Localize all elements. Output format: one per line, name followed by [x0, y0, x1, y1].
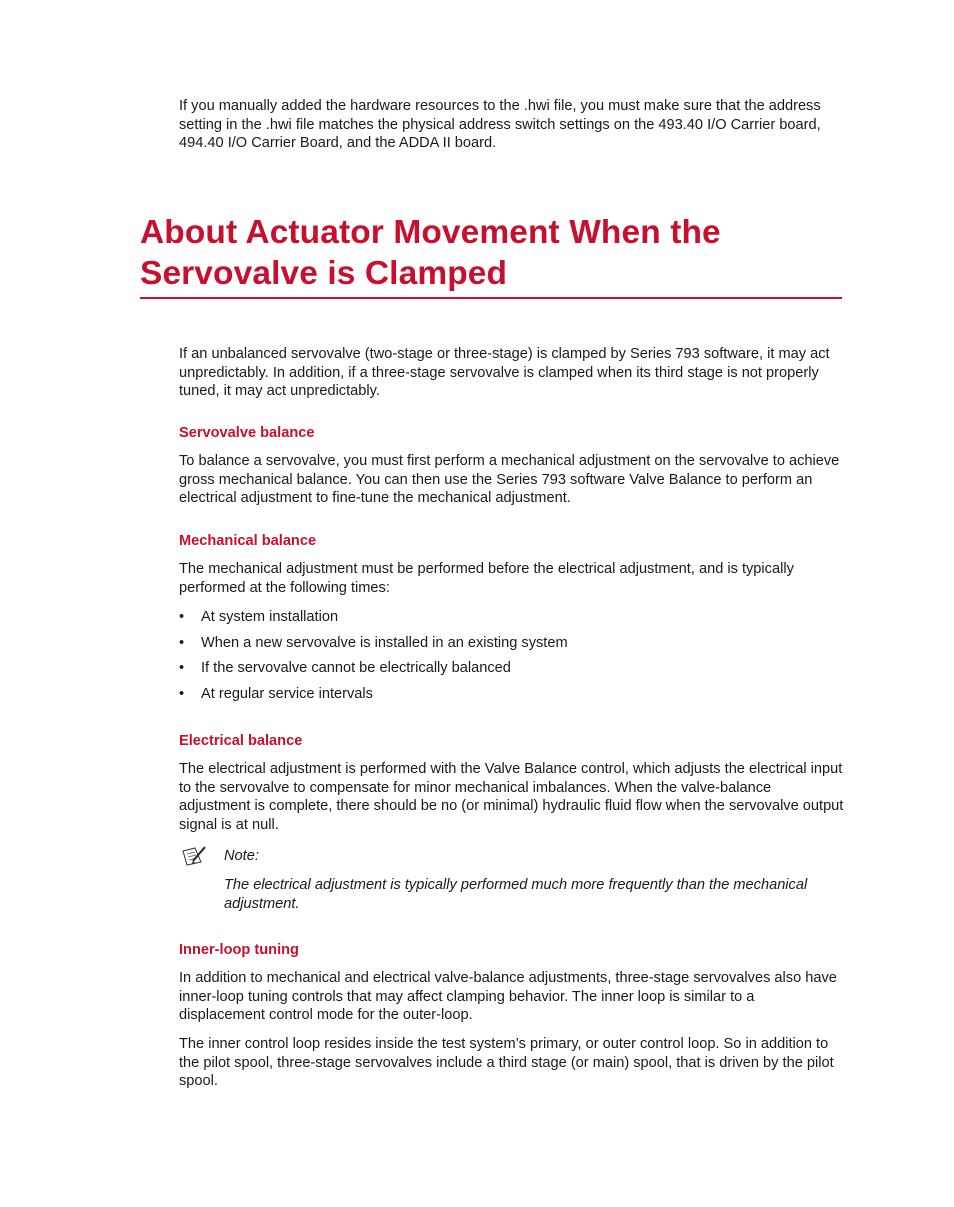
section-title — [140, 212, 842, 294]
section-intro-paragraph: If an unbalanced servovalve (two-stage or three-stage) is clamped by Series 793 software, it may act unpredictably. In addition, if a three-stage servovalve is clamped when its third stage is not properly tuned, it may act unpredictably. — [179, 346, 830, 400]
inner-loop-paragraph-1: In addition to mechanical and electrical valve-balance adjustments, three-stage servovalves also have inner-loop tuning controls that may affect clamping behavior. The inner loop is similar to a displacement control mode for the outer-loop. — [179, 970, 837, 1024]
inner-loop-paragraph-2: The inner control loop resides inside the test system’s primary, or outer control loop. So in addition to the pilot spool, three-stage servovalves include a third stage (or main) spool, that is driven by the pilot spool. — [179, 1036, 834, 1090]
section-title-line2: Servovalve is Clamped — [140, 255, 508, 292]
title-underline — [140, 297, 842, 299]
list-item-text: At regular service intervals — [201, 686, 373, 703]
intro-paragraph: If you manually added the hardware resources to the .hwi file, you must make sure that the address setting in the .hwi file matches the physical address switch settings on the 493.40 I/O Carrier board, 494.40 I/O Carrier Board, and the ADDA II board. — [179, 98, 821, 152]
section-title-line1: About Actuator Movement When the — [140, 214, 721, 251]
mechanical-balance-paragraph: The mechanical adjustment must be performed before the electrical adjustment, and is typically performed at the following times: — [179, 561, 794, 596]
note-pencil-icon — [181, 845, 207, 867]
list-item-text: At system installation — [201, 609, 339, 625]
list-item-text: If the servovalve cannot be electrically balanced — [201, 660, 511, 677]
inner-loop-heading: Inner-loop tuning — [179, 942, 299, 958]
servovalve-balance-heading: Servovalve balance — [179, 425, 315, 441]
electrical-balance-paragraph: The electrical adjustment is performed with the Valve Balance control, which adjusts the electrical input to the servovalve to compensate for minor mechanical imbalances. When the valve-balance adjustment is complete, there should be no (or minimal) hydraulic fluid flow when the servovalve output signal is at null. — [179, 761, 844, 833]
servovalve-balance-paragraph: To balance a servovalve, you must first perform a mechanical adjustment on the servovalve to achieve gross mechanical balance. You can then use the Series 793 software Valve Balance to perform an electrical adjustment to fine-tune the mechanical adjustment. — [179, 453, 840, 507]
list-item — [179, 685, 844, 711]
mechanical-balance-heading: Mechanical balance — [179, 533, 317, 549]
list-item — [179, 659, 844, 685]
note-label: Note: — [224, 848, 259, 864]
list-item — [179, 608, 844, 634]
list-item — [179, 634, 844, 660]
bullet-icon: • — [179, 686, 185, 703]
bullet-icon: • — [179, 609, 185, 625]
bullet-icon: • — [179, 660, 185, 677]
electrical-balance-heading: Electrical balance — [179, 733, 303, 749]
list-item-text: When a new servovalve is installed in an existing system — [201, 634, 568, 651]
note-text: The electrical adjustment is typically performed much more frequently than the mechanical adjustment. — [224, 877, 808, 912]
bullet-icon: • — [179, 634, 185, 651]
mechanical-balance-list — [179, 608, 844, 711]
